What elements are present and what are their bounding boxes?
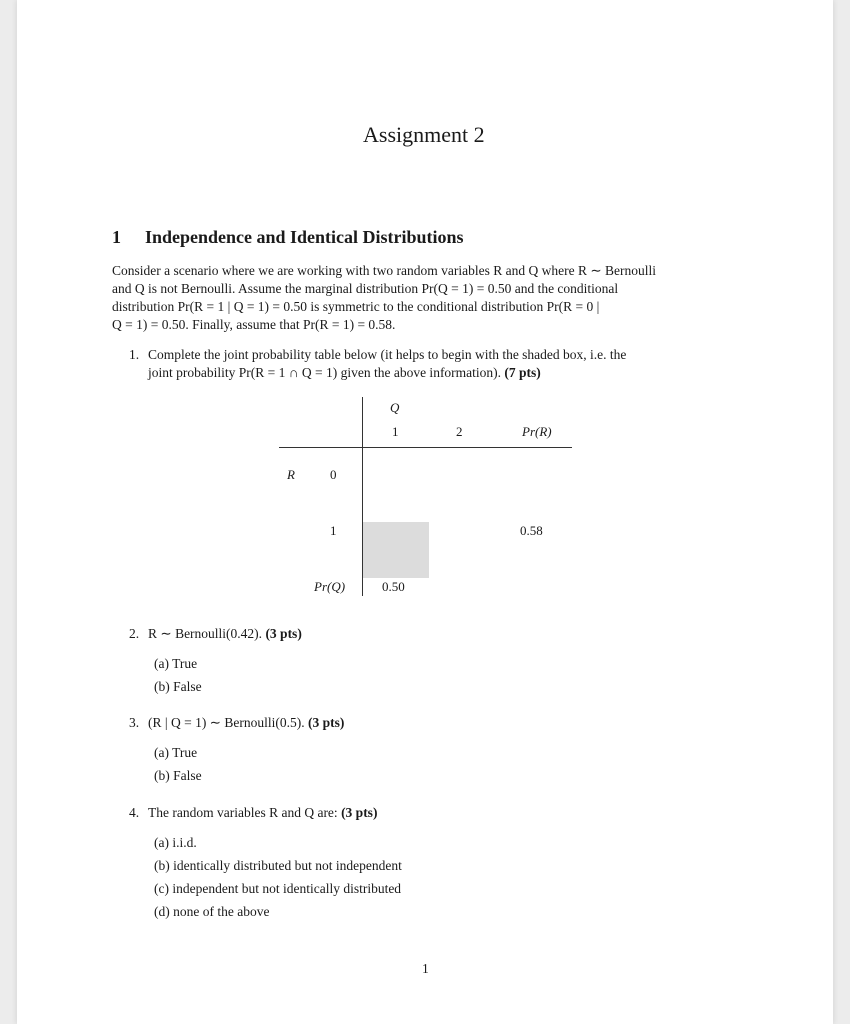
col-1-total: 0.50 [382, 579, 405, 594]
question-4-number: 4. [129, 805, 140, 820]
row-total-header: Pr(R) [522, 424, 552, 439]
question-1-number: 1. [129, 347, 140, 362]
question-3-text: (R | Q = 1) ∼ Bernoulli(0.5). [148, 715, 305, 730]
document-title: Assignment 2 [363, 122, 485, 147]
question-4-line [148, 805, 377, 821]
col-var-label: Q [390, 400, 400, 415]
table-horizontal-rule [279, 447, 572, 448]
question-4-option-d: (d) none of the above [154, 904, 270, 919]
document-page [17, 0, 833, 1024]
intro-line-2: and Q is not Bernoulli. Assume the marginal distribution Pr(Q = 1) = 0.50 and the conditional [112, 281, 619, 296]
question-1-line-2 [148, 365, 541, 381]
intro-line-3: distribution Pr(R = 1 | Q = 1) = 0.50 is symmetric to the conditional distribution Pr(R = 0 | [112, 299, 600, 314]
intro-line-4: Q = 1) = 0.50. Finally, assume that Pr(R = 1) = 0.58. [112, 317, 396, 332]
question-3-option-a: (a) True [154, 745, 198, 760]
question-2-number: 2. [129, 626, 140, 641]
col-header-2: 2 [456, 424, 463, 439]
col-header-1: 1 [392, 424, 399, 439]
question-3-option-b: (b) False [154, 768, 202, 783]
question-1-points: (7 pts) [504, 365, 541, 380]
section-title: Independence and Identical Distributions [145, 227, 464, 247]
question-4-option-c: (c) independent but not identically distributed [154, 881, 402, 896]
question-2-points: (3 pts) [265, 626, 302, 641]
question-4-text: The random variables R and Q are: [148, 805, 338, 820]
shaded-cell [363, 522, 429, 578]
row-var-label: R [287, 467, 295, 482]
section-number: 1 [112, 227, 121, 247]
question-2-text: R ∼ Bernoulli(0.42). [148, 626, 263, 641]
row-1-total: 0.58 [520, 523, 543, 538]
row-label-1: 1 [330, 523, 337, 538]
question-1-text: joint probability Pr(R = 1 ∩ Q = 1) given the above information). [148, 365, 502, 380]
question-3-points: (3 pts) [307, 715, 345, 730]
question-2-line [148, 626, 302, 642]
question-4-points: (3 pts) [341, 805, 378, 820]
row-label-0: 0 [330, 467, 337, 482]
question-3-number: 3. [129, 715, 140, 730]
question-1-line-1: Complete the joint probability table below (it helps to begin with the shaded box, i.e. the [148, 347, 627, 362]
intro-line-1: Consider a scenario where we are working with two random variables R and Q where R ∼ Bernoulli [112, 263, 657, 278]
question-3-line [148, 715, 344, 731]
question-4-option-b: (b) identically distributed but not independent [154, 858, 402, 873]
question-2-option-b: (b) False [154, 679, 202, 694]
col-total-label: Pr(Q) [314, 579, 346, 594]
question-4-option-a: (a) i.i.d. [154, 835, 197, 850]
page-number: 1 [422, 961, 429, 976]
question-2-option-a: (a) True [154, 656, 198, 671]
